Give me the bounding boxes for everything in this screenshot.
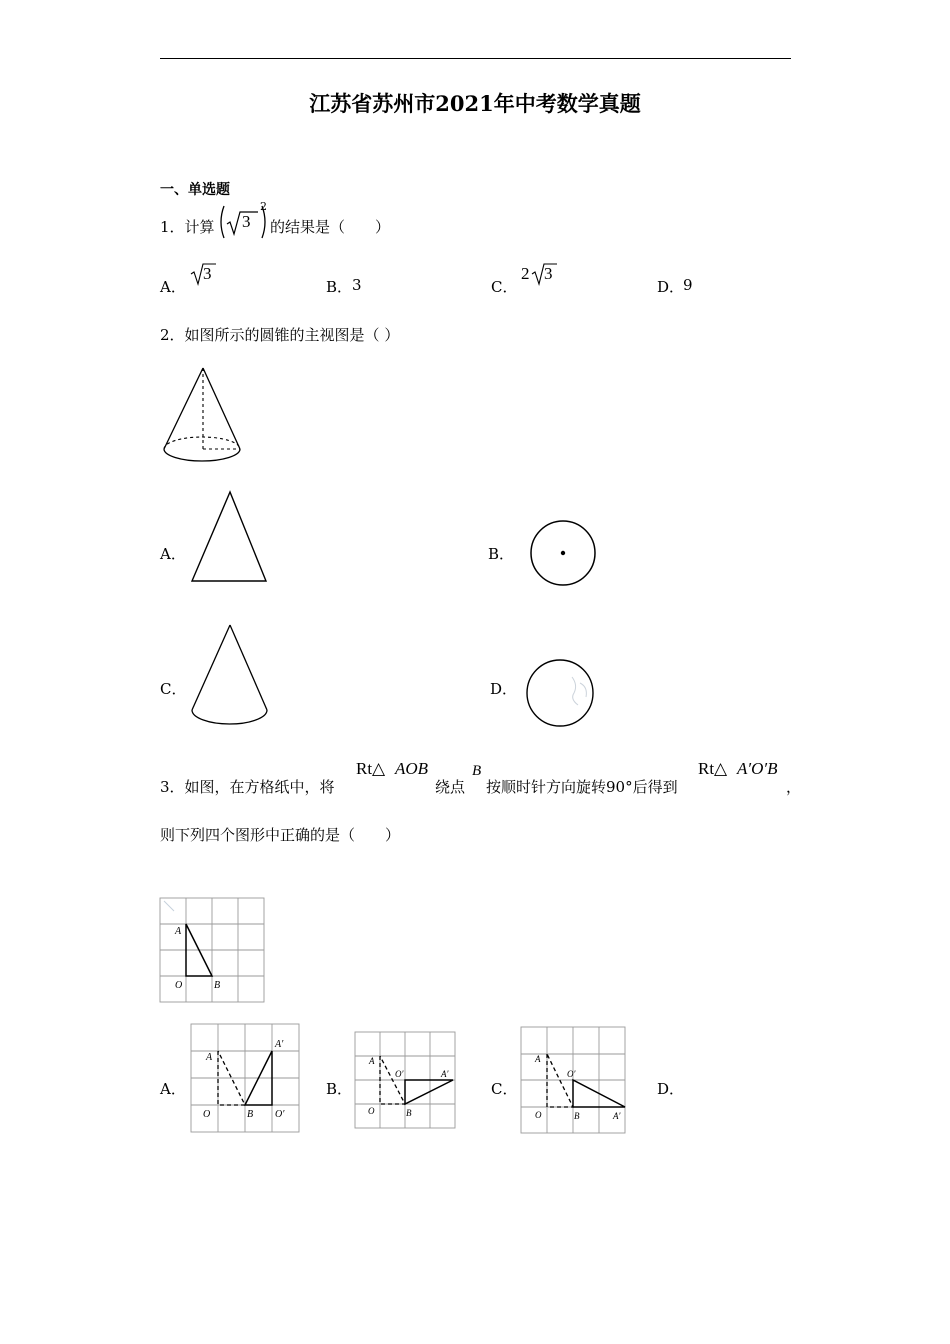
q3-a-label-o: O [203,1109,211,1120]
q1-option-d-value: 9 [683,276,693,294]
q3-option-a-label: A． [160,1080,186,1098]
q1-option-c-label: C． [491,278,518,296]
q2-option-a-label: A． [160,545,186,563]
q2-option-d-label: D． [490,680,518,698]
q3-triangle-aob-prime: A′O′B [737,759,778,778]
q1-option-d-label: D． [657,278,685,296]
q1-option-c-radicand: 3 [544,264,553,283]
q1-suffix: 的结果是（ ） [270,218,391,236]
header-rule [160,58,791,59]
q3-a-label-o-prime: O′ [275,1109,285,1120]
section-heading: 一、单选题 [160,182,230,198]
q1-exponent: 2 [260,200,267,213]
q3-b-label-o: O [368,1106,375,1116]
q1-option-a-radicand: 3 [203,264,212,283]
q3-option-c-label: C． [491,1080,518,1098]
q3-option-d-label: D． [657,1080,685,1098]
q3-a-label-b: B [247,1109,254,1120]
q1-prefix: 1．计算 [160,218,215,236]
q1-option-c-coef: 2 [521,264,530,283]
q3-b-label-o-prime: O′ [395,1069,404,1079]
q3-c-label-o-prime: O′ [567,1069,576,1079]
q2-option-c-cone [188,622,272,730]
q2-option-b-label: B． [488,545,515,563]
q3-c-label-a: A [535,1054,541,1064]
q3-main-label-o: O [175,980,183,991]
q3-b-label-a: A [369,1056,375,1066]
q3-main-grid-figure [158,895,268,1007]
q3-point-b: B [472,763,482,779]
q3-c-label-a-prime: A′ [613,1111,621,1121]
q1-option-b-value: 3 [352,276,362,294]
q3-main-label-a: A [175,926,182,937]
q3-line1-mid: 按顺时针方向旋转90°后得到 [486,778,678,796]
q3-option-b-figure [353,1030,459,1134]
q2-option-c-label: C． [160,680,187,698]
q3-line1-prefix: 3．如图，在方格纸中，将 [160,778,335,796]
q2-text: 2．如图所示的圆锥的主视图是（ ） [160,326,400,344]
q2-option-a-triangle [188,488,270,586]
q3-rt-symbol: Rt△ [356,759,386,778]
q3-rt-symbol-2: Rt△ [698,759,728,778]
q2-option-d-circle [522,657,604,729]
q1-option-b-label: B． [326,278,353,296]
q3-c-label-o: O [535,1110,542,1120]
q3-comma: ， [786,778,802,796]
q3-option-a-figure [189,1022,303,1136]
q2-cone-figure [160,365,244,465]
q3-a-label-a: A [206,1052,213,1063]
q2-option-b-circle-with-dot [527,517,599,589]
q3-line2: 则下列四个图形中正确的是（ ） [160,826,401,844]
q3-around-text: 绕点 [435,778,466,796]
page-title: 江苏省苏州市2021年中考数学真题 [309,91,641,116]
q3-option-c-figure [519,1024,629,1136]
q3-c-label-b: B [574,1111,580,1121]
q3-main-label-b: B [214,980,221,991]
q3-a-label-a-prime: A′ [275,1039,284,1050]
q3-b-label-a-prime: A′ [441,1069,449,1079]
q1-radicand: 3 [242,212,251,231]
q3-b-label-b: B [406,1108,412,1118]
q3-option-b-label: B． [326,1080,353,1098]
q3-triangle-aob: AOB [395,759,429,778]
q1-option-a-label: A． [160,278,186,296]
